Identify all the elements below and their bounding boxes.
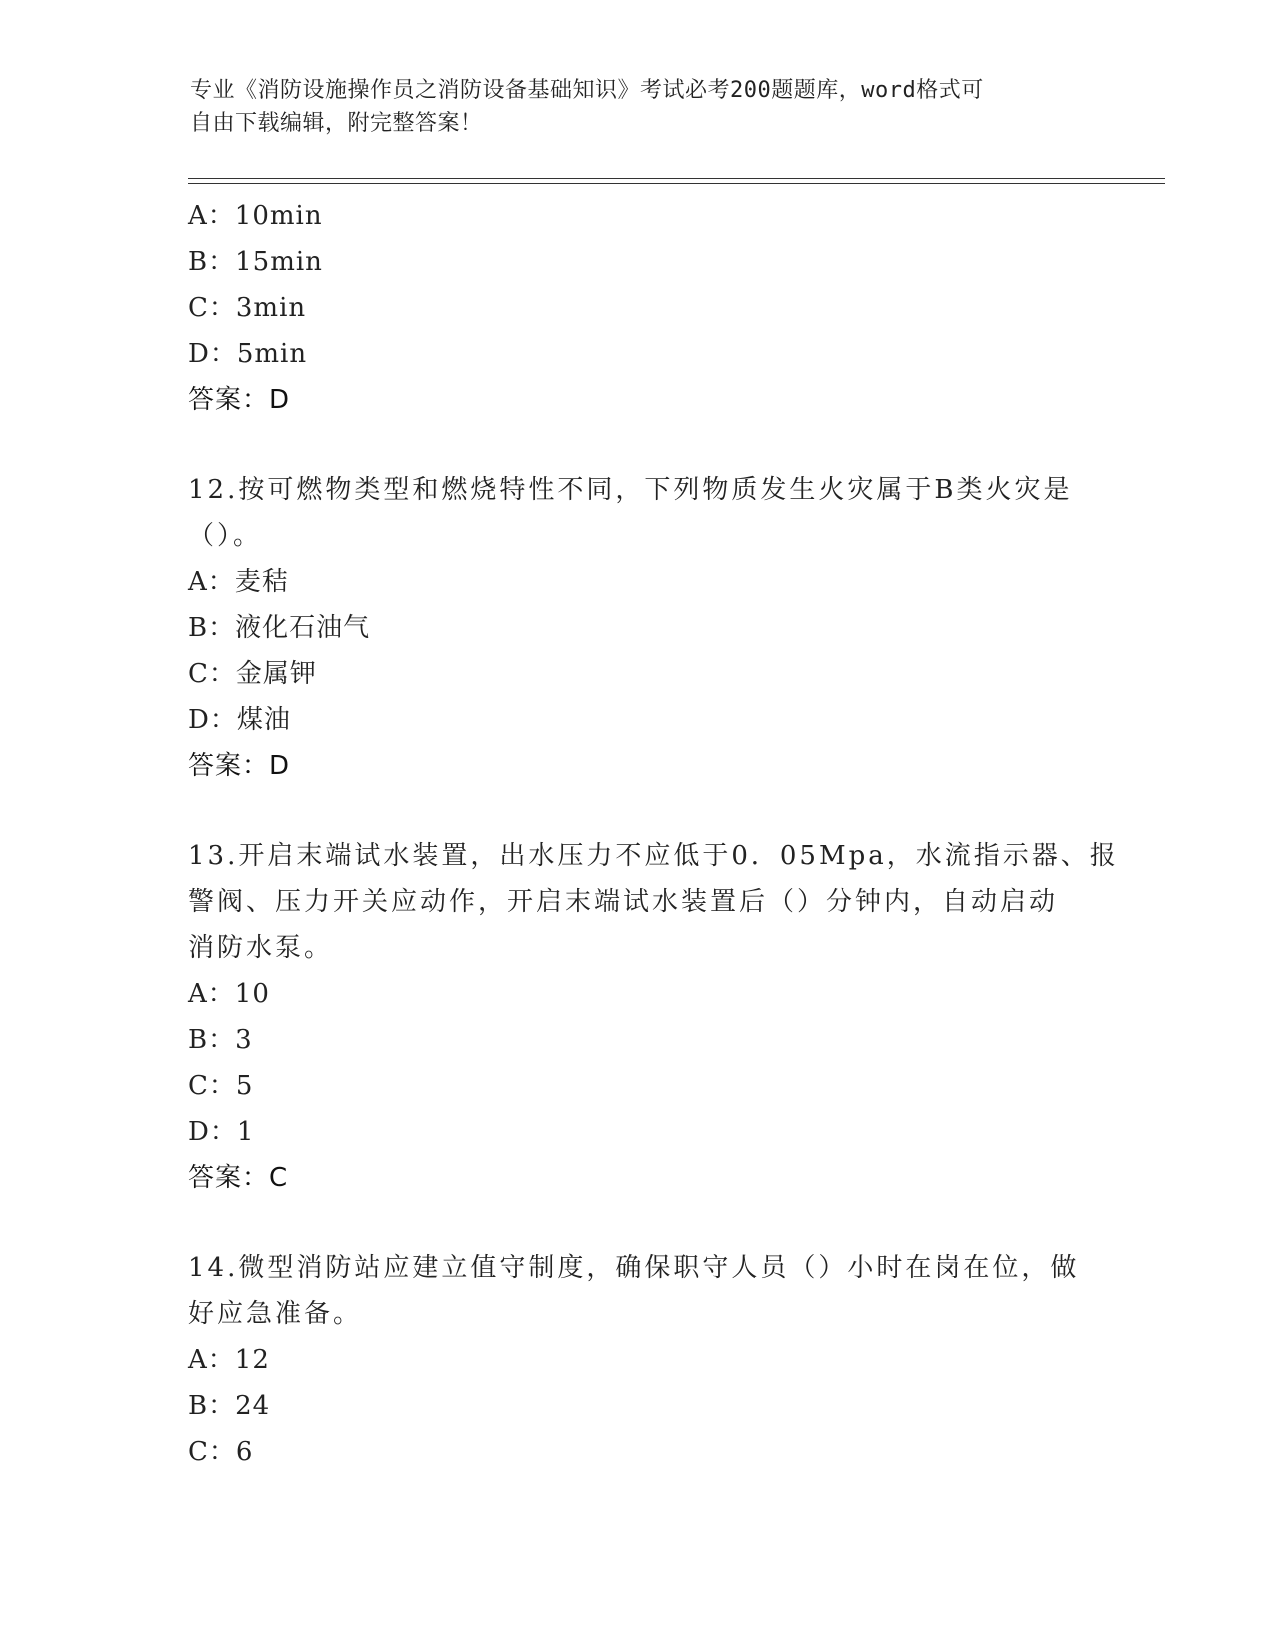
question-text-line: 13.开启末端试水装置，出水压力不应低于0．05Mpa，水流指示器、报 (188, 841, 1119, 871)
option-a: A：10min (188, 201, 323, 231)
option-d: D：5min (188, 339, 308, 369)
option-a: A：麦秸 (188, 567, 289, 597)
option-b: B：15min (188, 247, 323, 277)
header-line-1: 专业《消防设施操作员之消防设备基础知识》考试必考200题题库，word格式可 (190, 78, 984, 103)
question-text-line: 12.按可燃物类型和燃烧特性不同，下列物质发生火灾属于B类火灾是 (188, 475, 1073, 505)
question-text-line: 好应急准备。 (188, 1299, 363, 1329)
option-b: B：24 (188, 1391, 271, 1421)
document-header (190, 74, 1070, 140)
header-divider-top (188, 178, 1165, 179)
option-c: C：6 (188, 1437, 254, 1467)
option-c: C：3min (188, 293, 307, 323)
question-text-line: 消防水泵。 (188, 933, 334, 963)
question-list (188, 193, 1119, 1475)
answer-line: 答案：D (188, 385, 291, 415)
option-a: A：10 (188, 979, 270, 1009)
question-13 (188, 833, 1119, 1201)
option-d: D：煤油 (188, 705, 291, 735)
option-c: C：金属钾 (188, 659, 317, 689)
option-d: D：1 (188, 1117, 255, 1147)
header-line-2: 自由下载编辑，附完整答案！ (190, 111, 483, 136)
option-b: B：液化石油气 (188, 613, 371, 643)
answer-line: 答案：C (188, 1163, 289, 1193)
option-b: B：3 (188, 1025, 253, 1055)
question-14 (188, 1245, 1088, 1475)
answer-line: 答案：D (188, 751, 291, 781)
question-11-continuation (188, 193, 1088, 423)
option-a: A：12 (188, 1345, 270, 1375)
question-text-line: （）。 (188, 521, 263, 551)
question-text-line: 14.微型消防站应建立值守制度，确保职守人员（）小时在岗在位，做 (188, 1253, 1080, 1283)
option-c: C：5 (188, 1071, 254, 1101)
question-12 (188, 467, 1088, 789)
header-divider-bottom (188, 183, 1165, 184)
question-text-line: 警阀、压力开关应动作，开启末端试水装置后（）分钟内，自动启动 (188, 887, 1059, 917)
